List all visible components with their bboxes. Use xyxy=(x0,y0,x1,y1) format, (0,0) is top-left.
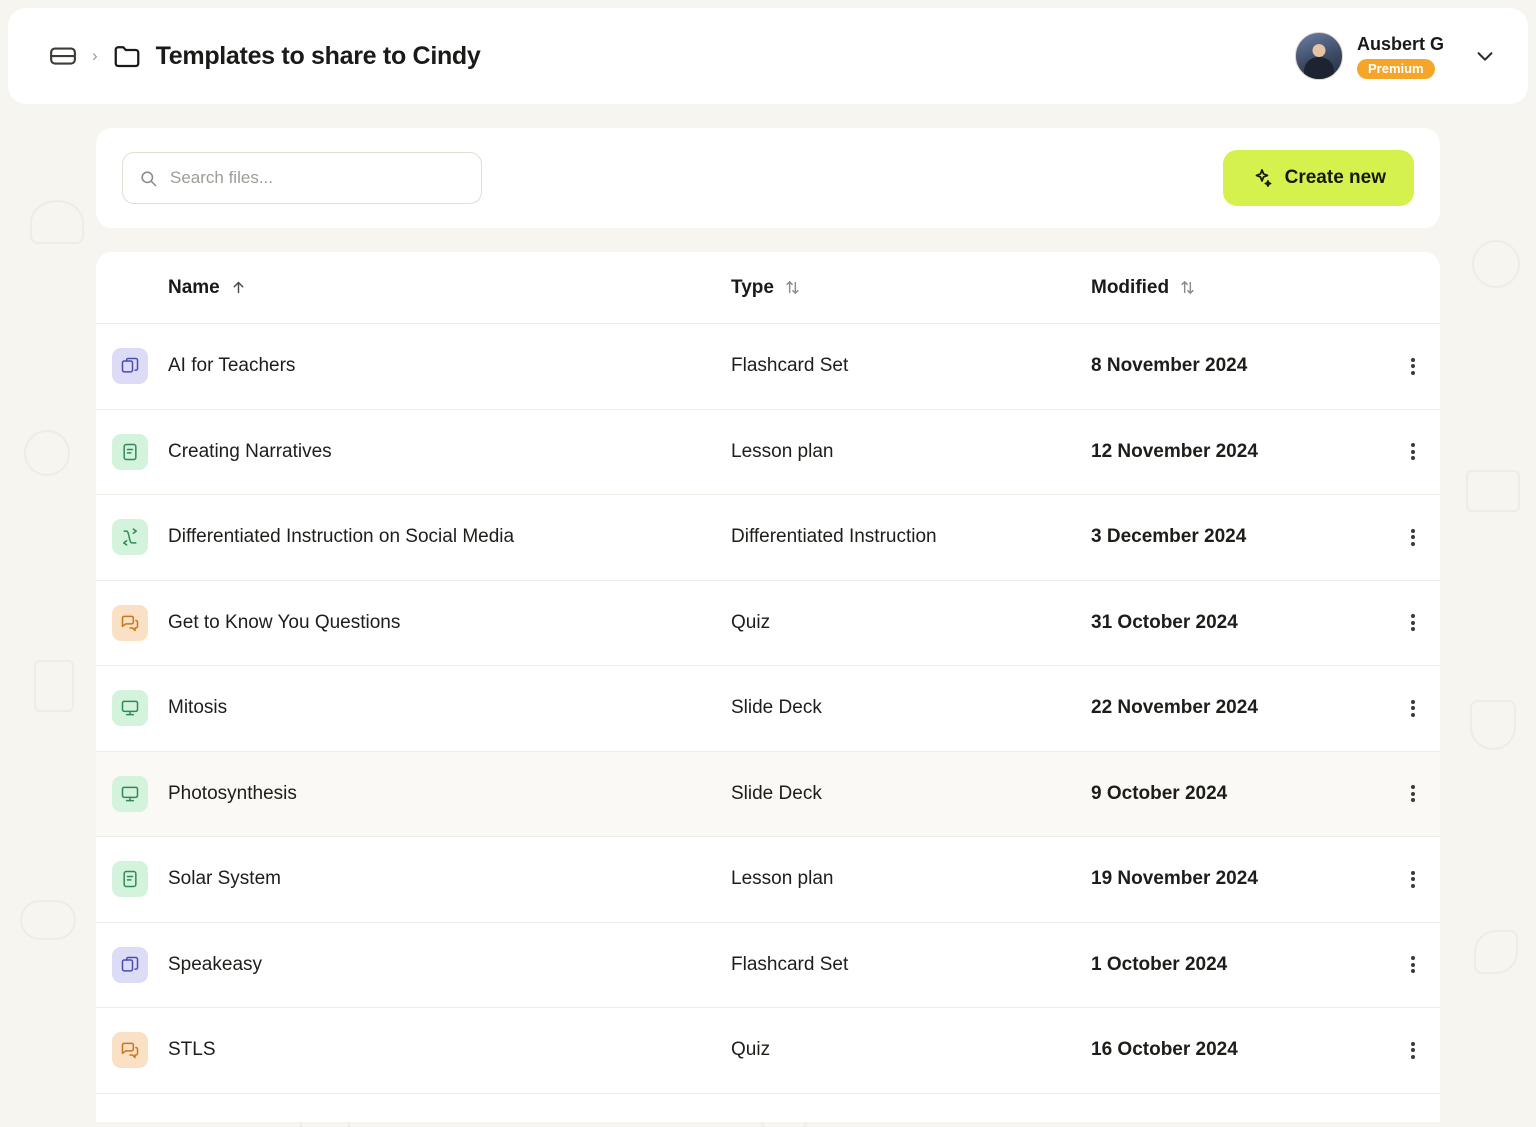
file-type: Lesson plan xyxy=(731,440,834,462)
quiz-icon xyxy=(112,1032,148,1068)
kebab-menu-icon[interactable] xyxy=(1386,1039,1440,1061)
folder-icon xyxy=(112,41,142,71)
table-header xyxy=(96,252,1440,324)
create-new-label: Create new xyxy=(1284,167,1386,188)
file-name: Creating Narratives xyxy=(168,440,332,462)
search-field[interactable] xyxy=(122,152,482,204)
lesson-plan-icon xyxy=(112,861,148,897)
breadcrumb-separator: › xyxy=(92,46,98,65)
file-type: Quiz xyxy=(731,1039,771,1061)
column-header-modified[interactable] xyxy=(1091,277,1440,299)
status-badge: Premium xyxy=(1357,59,1435,79)
file-type: Lesson plan xyxy=(731,868,834,890)
column-label-type: Type xyxy=(731,276,774,298)
file-modified: 9 October 2024 xyxy=(1091,782,1228,804)
file-type: Flashcard Set xyxy=(731,355,849,377)
file-table xyxy=(96,252,1440,1122)
table-row[interactable] xyxy=(96,410,1440,496)
search-input[interactable] xyxy=(170,168,465,188)
kebab-menu-icon[interactable] xyxy=(1386,954,1440,976)
column-header-name[interactable] xyxy=(168,277,731,299)
top-bar xyxy=(8,8,1528,104)
kebab-menu-icon[interactable] xyxy=(1386,612,1440,634)
lesson-plan-icon xyxy=(112,434,148,470)
differentiated-instruction-icon xyxy=(112,519,148,555)
sparkle-icon xyxy=(1251,167,1273,189)
file-name: Speakeasy xyxy=(168,953,263,975)
slide-deck-icon xyxy=(112,690,148,726)
file-type: Slide Deck xyxy=(731,697,822,719)
create-new-button[interactable] xyxy=(1223,150,1414,206)
breadcrumb xyxy=(48,41,1295,71)
file-modified: 31 October 2024 xyxy=(1091,611,1238,633)
flashcard-icon xyxy=(112,348,148,384)
file-modified: 12 November 2024 xyxy=(1091,440,1258,462)
table-row[interactable] xyxy=(96,752,1440,838)
table-row[interactable] xyxy=(96,1008,1440,1094)
avatar xyxy=(1295,32,1343,80)
sort-updown-icon[interactable] xyxy=(784,279,801,296)
toolbar xyxy=(96,128,1440,228)
column-label-modified: Modified xyxy=(1091,276,1170,298)
kebab-menu-icon[interactable] xyxy=(1386,697,1440,719)
quiz-icon xyxy=(112,605,148,641)
table-row[interactable] xyxy=(96,324,1440,410)
file-modified: 8 November 2024 xyxy=(1091,355,1248,377)
file-type: Slide Deck xyxy=(731,782,822,804)
file-name: Mitosis xyxy=(168,697,228,719)
file-name: AI for Teachers xyxy=(168,355,296,377)
flashcard-icon xyxy=(112,947,148,983)
kebab-menu-icon[interactable] xyxy=(1386,441,1440,463)
file-modified: 22 November 2024 xyxy=(1091,697,1258,719)
file-type: Differentiated Instruction xyxy=(731,526,937,548)
file-name: Get to Know You Questions xyxy=(168,611,401,633)
table-body xyxy=(96,324,1440,1094)
file-name: STLS xyxy=(168,1039,216,1061)
file-modified: 19 November 2024 xyxy=(1091,868,1258,890)
file-name: Differentiated Instruction on Social Media xyxy=(168,526,515,548)
column-header-type[interactable] xyxy=(731,277,1091,299)
search-icon xyxy=(139,169,158,188)
user-menu[interactable] xyxy=(1295,32,1500,80)
column-label-name: Name xyxy=(168,276,220,298)
table-row[interactable] xyxy=(96,923,1440,1009)
kebab-menu-icon[interactable] xyxy=(1386,526,1440,548)
file-modified: 1 October 2024 xyxy=(1091,953,1228,975)
kebab-menu-icon[interactable] xyxy=(1386,355,1440,377)
file-type: Flashcard Set xyxy=(731,953,849,975)
file-name: Photosynthesis xyxy=(168,782,297,804)
file-modified: 3 December 2024 xyxy=(1091,526,1247,548)
table-row[interactable] xyxy=(96,581,1440,667)
kebab-menu-icon[interactable] xyxy=(1386,868,1440,890)
table-row[interactable] xyxy=(96,666,1440,752)
page-title: Templates to share to Cindy xyxy=(155,41,481,70)
slide-deck-icon xyxy=(112,776,148,812)
drive-icon[interactable] xyxy=(48,41,78,71)
file-name: Solar System xyxy=(168,868,281,890)
file-type: Quiz xyxy=(731,611,771,633)
table-row[interactable] xyxy=(96,837,1440,923)
kebab-menu-icon[interactable] xyxy=(1386,783,1440,805)
arrow-up-icon[interactable] xyxy=(230,279,247,296)
sort-updown-icon[interactable] xyxy=(1179,279,1196,296)
user-name: Ausbert G xyxy=(1356,33,1444,54)
file-modified: 16 October 2024 xyxy=(1091,1039,1238,1061)
chevron-down-icon[interactable] xyxy=(1470,41,1500,71)
table-row[interactable] xyxy=(96,495,1440,581)
